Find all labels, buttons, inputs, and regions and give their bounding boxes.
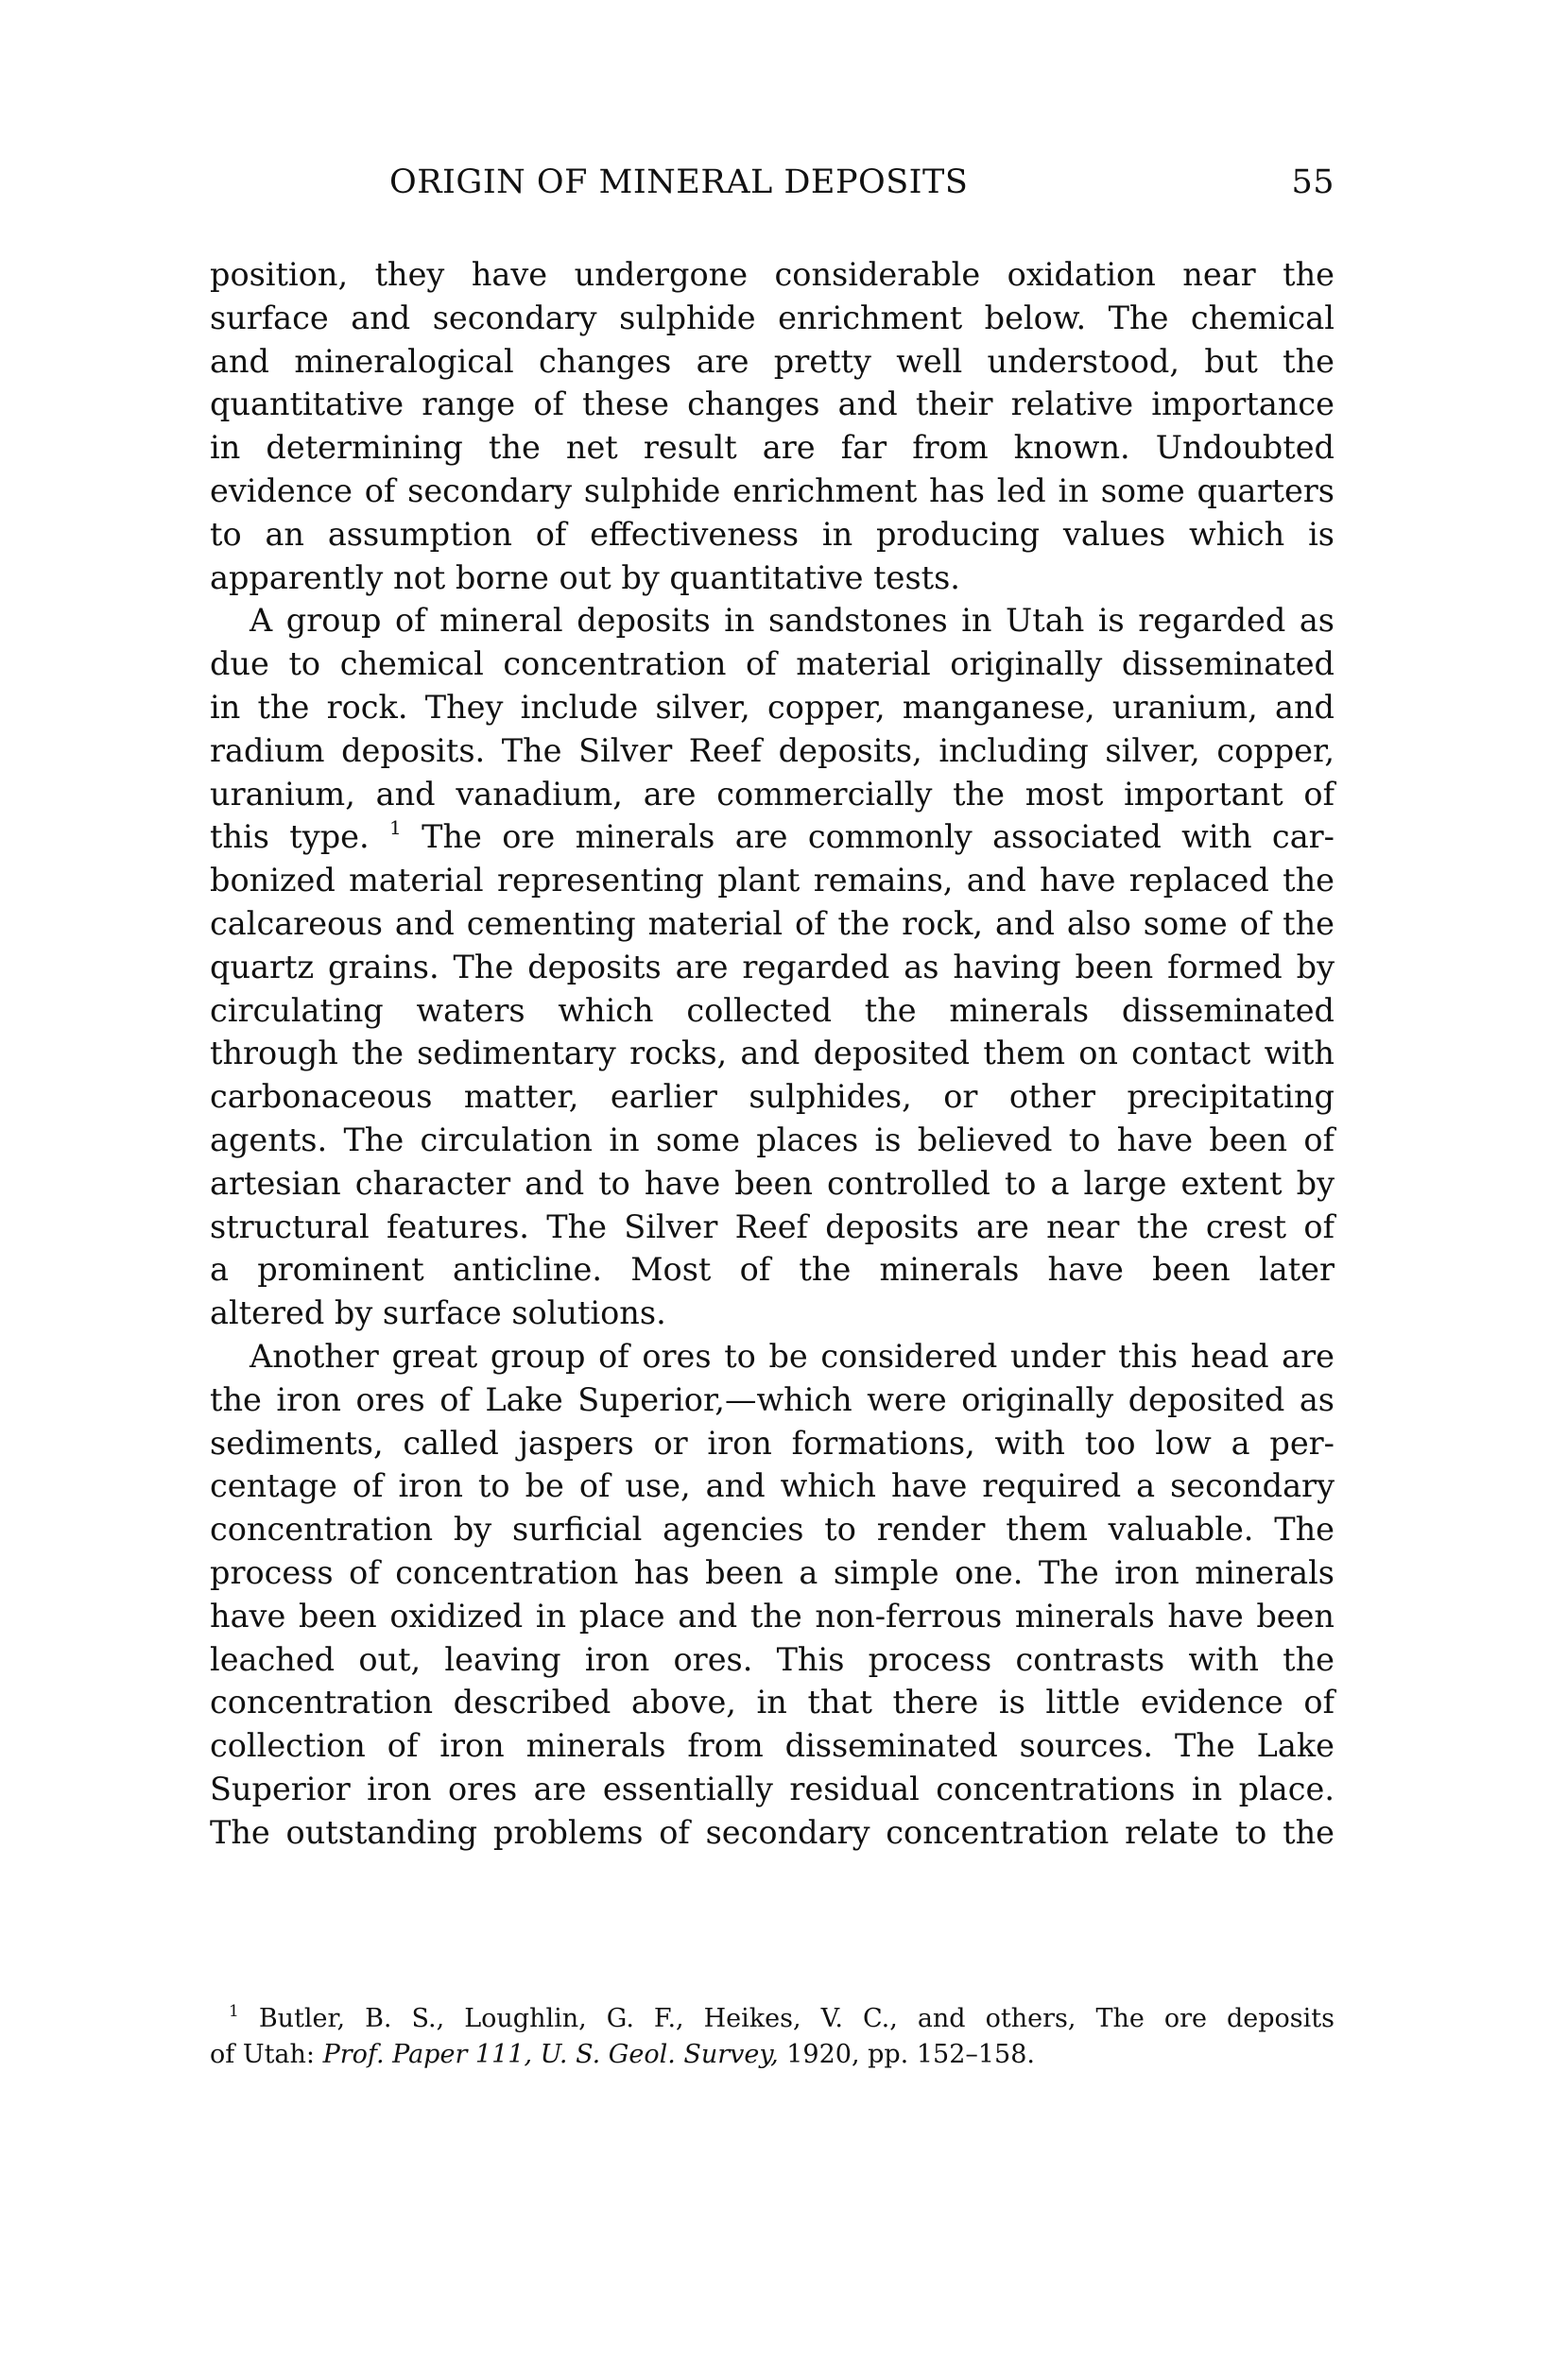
footnote-ref[interactable]: 1 bbox=[388, 816, 402, 840]
text-line: to an assumption of effectiveness in producing values which is bbox=[210, 515, 1335, 553]
text-line: radium deposits. The Silver Reef deposits, including silver, copper, bbox=[210, 731, 1335, 769]
text-line: the iron ores of Lake Superior,—which were originally deposited as bbox=[210, 1380, 1335, 1418]
page-number: 55 bbox=[1291, 163, 1335, 201]
footnote-1 bbox=[210, 2001, 1335, 2073]
text-line: in the rock. They include silver, copper, manganese, uranium, and bbox=[210, 688, 1335, 726]
text-line: uranium, and vanadium, are commercially the most important of bbox=[210, 775, 1335, 813]
footnote-citation-italic: Prof. Paper 111, U. S. Geol. Survey, bbox=[322, 2040, 779, 2069]
text-line: and mineralogical changes are pretty well understood, but the bbox=[210, 342, 1335, 380]
text-line: A group of mineral deposits in sandstones in Utah is regarded as bbox=[250, 602, 1335, 640]
text-line: Another great group of ores to be considered under this head are bbox=[250, 1337, 1335, 1375]
text-line: apparently not borne out by quantitative tests. bbox=[210, 558, 960, 596]
text-line: have been oxidized in place and the non-ferrous minerals have been bbox=[210, 1597, 1335, 1635]
footnote-text: of Utah: bbox=[210, 2040, 323, 2069]
text-line-with-footnote-ref bbox=[210, 815, 1335, 859]
text-line: concentration by surficial agencies to render them valuable. The bbox=[210, 1511, 1335, 1549]
text-line: collection of iron minerals from disseminated sources. The Lake bbox=[210, 1727, 1335, 1765]
footnote-text: Butler, B. S., Loughlin, G. F., Heikes, V. C., and others, The ore deposits bbox=[258, 2004, 1335, 2033]
text-fragment: The ore minerals are commonly associated with car- bbox=[422, 818, 1335, 856]
text-line: artesian character and to have been controlled to a large extent by bbox=[210, 1164, 1335, 1202]
footnote-line bbox=[210, 2037, 1335, 2073]
text-line: quantitative range of these changes and their relative importance bbox=[210, 385, 1335, 423]
text-line: calcareous and cementing material of the rock, and also some of the bbox=[210, 904, 1335, 942]
text-line: carbonaceous matter, earlier sulphides, or other precipitating bbox=[210, 1078, 1335, 1116]
text-line: evidence of secondary sulphide enrichment has led in some quarters bbox=[210, 471, 1335, 509]
text-line: altered by surface solutions. bbox=[210, 1294, 666, 1332]
footnote-line bbox=[210, 2001, 1335, 2037]
paragraph-2 bbox=[210, 599, 1335, 1335]
text-line: a prominent anticline. Most of the minerals have been later bbox=[210, 1251, 1335, 1289]
text-line: concentration described above, in that there is little evidence of bbox=[210, 1684, 1335, 1721]
text-line: position, they have undergone considerable oxidation near the bbox=[210, 256, 1335, 293]
text-line: centage of iron to be of use, and which have required a secondary bbox=[210, 1467, 1335, 1505]
text-line: structural features. The Silver Reef deposits are near the crest of bbox=[210, 1207, 1335, 1245]
footnote-marker: 1 bbox=[229, 2002, 239, 2021]
text-line: process of concentration has been a simple one. The iron minerals bbox=[210, 1553, 1335, 1591]
footnote-text: 1920, pp. 152–158. bbox=[778, 2040, 1036, 2069]
paragraph-3 bbox=[210, 1335, 1335, 1855]
text-line: agents. The circulation in some places is believed to have been of bbox=[210, 1121, 1335, 1158]
footnotes bbox=[210, 2001, 1335, 2073]
text-line: circulating waters which collected the minerals disseminated bbox=[210, 991, 1335, 1029]
text-line: bonized material representing plant remains, and have replaced the bbox=[210, 862, 1335, 899]
text-line: leached out, leaving iron ores. This process contrasts with the bbox=[210, 1640, 1335, 1678]
body-text bbox=[210, 253, 1335, 1854]
text-line: in determining the net result are far from known. Undoubted bbox=[210, 429, 1335, 467]
text-line: quartz grains. The deposits are regarded as having been formed by bbox=[210, 948, 1335, 985]
text-line: surface and secondary sulphide enrichment below. The chemical bbox=[210, 299, 1335, 336]
paragraph-1 bbox=[210, 253, 1335, 599]
text-line: The outstanding problems of secondary concentration relate to the bbox=[210, 1813, 1335, 1851]
text-line: through the sedimentary rocks, and deposited them on contact with bbox=[210, 1035, 1335, 1072]
text-line: Superior iron ores are essentially residual concentrations in place. bbox=[210, 1770, 1335, 1807]
text-line: sediments, called jaspers or iron formations, with too low a per- bbox=[210, 1424, 1335, 1462]
running-head-title: ORIGIN OF MINERAL DEPOSITS bbox=[389, 163, 969, 201]
text-fragment: this type. bbox=[210, 818, 370, 856]
running-head bbox=[210, 159, 1335, 206]
text-line: due to chemical concentration of material originally disseminated bbox=[210, 645, 1335, 683]
